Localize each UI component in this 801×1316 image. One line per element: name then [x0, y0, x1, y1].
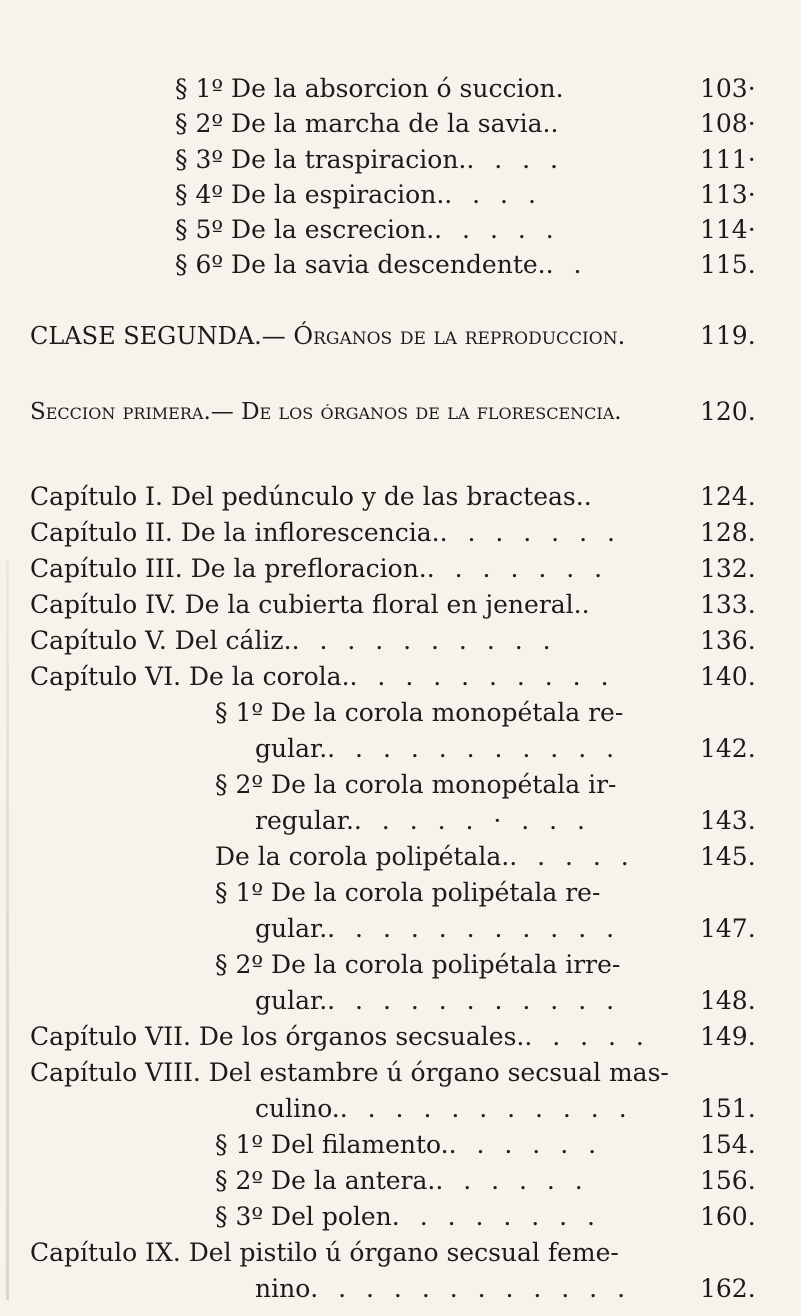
toc-entry — [215, 1200, 601, 1234]
toc-entry — [175, 178, 542, 212]
entry-text: § 2º De la corola polipétala irre- — [215, 950, 621, 979]
dot-leader: . . . . . . . . . . . — [327, 914, 621, 943]
dot-leader: . . — [545, 250, 588, 280]
toc-entry — [175, 143, 564, 177]
toc-entry — [30, 1056, 669, 1090]
toc-entry — [255, 912, 620, 946]
toc-entry — [175, 107, 564, 141]
entry-text: Capítulo IV. De la cubierta floral en jeneral. — [30, 590, 582, 619]
page-number: 108· — [700, 109, 756, 139]
page-number: 136. — [700, 626, 756, 655]
dot-leader: . . . . . . . . . . . . — [310, 1274, 632, 1303]
entry-text: § 1º Del filamento. — [215, 1130, 449, 1159]
toc-entry — [215, 1164, 589, 1198]
toc-entry — [255, 984, 620, 1018]
entry-text: § 6º De la savia descendente. — [175, 250, 546, 280]
dot-leader: . . . . . — [509, 842, 635, 871]
page-number: 120. — [700, 397, 756, 426]
page-number: 148. — [700, 986, 756, 1015]
entry-text: § 3º Del polen — [215, 1202, 392, 1231]
dot-leader: . . . . . . — [435, 1166, 589, 1195]
page-number: 142. — [700, 734, 756, 763]
dot-leader: . . . . . . . . . . . — [327, 986, 621, 1015]
dot-leader: . — [581, 590, 596, 619]
toc-entry — [30, 588, 596, 622]
dot-leader: . . . . . · . . . — [353, 806, 592, 835]
entry-text: Capítulo VII. De los órganos secsuales. — [30, 1022, 525, 1051]
dot-leader: . . . . . . . . . . . — [327, 734, 621, 763]
page-number: 149. — [700, 1022, 756, 1051]
toc-entry — [175, 213, 560, 247]
page-number: 140. — [700, 662, 756, 691]
dot-leader: . . . . . . . . . . — [291, 626, 557, 655]
dot-leader: . . . . . . . . . . — [349, 662, 615, 691]
dot-leader: . . . . — [444, 179, 542, 209]
dot-leader: . . . . — [466, 144, 565, 174]
page-number: 151. — [700, 1094, 756, 1123]
toc-entry — [30, 516, 621, 550]
page-number: 154. — [700, 1130, 756, 1159]
toc-entry — [30, 624, 557, 658]
entry-text: gular. — [255, 734, 328, 763]
page-number: 133. — [700, 590, 756, 619]
page-number: 156. — [700, 1166, 756, 1195]
dot-leader: . . . . . — [524, 1022, 650, 1051]
toc-entry — [30, 1236, 619, 1270]
entry-text: gular. — [255, 986, 328, 1015]
toc-entry — [30, 1020, 650, 1054]
dot-leader: . . . . . . . . — [391, 1202, 601, 1231]
page-number: 145. — [700, 842, 756, 871]
dot-leader: . . . . . . . . . . . — [339, 1094, 633, 1123]
page-number: 128. — [700, 518, 756, 547]
entry-text: regular. — [255, 806, 354, 835]
toc-entry — [215, 696, 623, 730]
toc-entry — [215, 768, 617, 802]
entry-text: De la corola polipétala. — [215, 842, 510, 871]
toc-entry — [215, 876, 600, 910]
page-number: 162. — [700, 1274, 756, 1303]
toc-entry — [215, 840, 635, 874]
toc-entry — [30, 480, 598, 514]
section-heading — [30, 395, 622, 429]
page-number: 103· — [700, 74, 756, 103]
page-number: 113· — [700, 179, 756, 209]
page-edge-shadow — [6, 560, 9, 1300]
page-number: 160. — [700, 1202, 756, 1231]
entry-text: § 2º De la marcha de la savia. — [175, 109, 551, 139]
page-number: 132. — [700, 554, 756, 583]
entry-text: Capítulo IX. Del pistilo ú órgano secsual feme- — [30, 1238, 619, 1267]
page-number: 147. — [700, 914, 756, 943]
entry-text: § 3º De la traspiracion. — [175, 144, 467, 174]
toc-entry — [175, 72, 564, 106]
dot-leader: . . . . . . . — [439, 518, 621, 547]
class-heading — [30, 319, 625, 353]
entry-text: § 1º De la absorcion ó succion. — [175, 74, 564, 103]
entry-text: § 5º De la escrecion. — [175, 215, 435, 245]
page-number: 143. — [700, 806, 756, 835]
toc-entry — [30, 660, 615, 694]
entry-text: Capítulo VIII. Del estambre ú órgano secsual mas- — [30, 1058, 669, 1087]
entry-text: § 1º De la corola monopétala re- — [215, 698, 624, 727]
toc-entry — [175, 248, 587, 282]
dot-leader: . . . . . — [434, 215, 560, 245]
entry-text: CLASE SEGUNDA.— Órganos de la reproduccion. — [30, 322, 626, 350]
page-number: 115. — [700, 250, 756, 280]
entry-text: Seccion primera.— De los órganos de la florescencia. — [30, 399, 622, 425]
page-number: 124. — [700, 482, 756, 511]
page-number: 119. — [700, 321, 756, 350]
toc-entry — [215, 1128, 602, 1162]
entry-text: culino. — [255, 1094, 340, 1123]
entry-text: § 1º De la corola polipétala re- — [215, 878, 601, 907]
entry-text: gular. — [255, 914, 328, 943]
page-number: 114· — [700, 215, 756, 245]
toc-entry — [255, 732, 620, 766]
entry-text: Capítulo I. Del pedúnculo y de las bracteas. — [30, 482, 584, 511]
entry-text: nino — [255, 1274, 311, 1303]
toc-entry — [215, 948, 620, 982]
entry-text: Capítulo VI. De la corola. — [30, 662, 350, 691]
entry-text: § 2º De la antera. — [215, 1166, 436, 1195]
toc-entry — [255, 804, 591, 838]
toc-entry — [255, 1092, 633, 1126]
toc-entry — [30, 552, 608, 586]
dot-leader: . . . . . . — [448, 1130, 603, 1159]
entry-text: § 4º De la espiracion. — [175, 179, 445, 209]
entry-text: Capítulo II. De la inflorescencia. — [30, 518, 440, 547]
entry-text: Capítulo V. Del cáliz. — [30, 626, 292, 655]
dot-leader: . — [583, 482, 598, 511]
dot-leader: . — [550, 109, 565, 139]
dot-leader: . . . . . . . — [426, 554, 609, 583]
page-number: 111· — [700, 144, 756, 174]
entry-text: Capítulo III. De la prefloracion. — [30, 554, 427, 583]
toc-entry — [255, 1272, 631, 1306]
entry-text: § 2º De la corola monopétala ir- — [215, 770, 617, 799]
